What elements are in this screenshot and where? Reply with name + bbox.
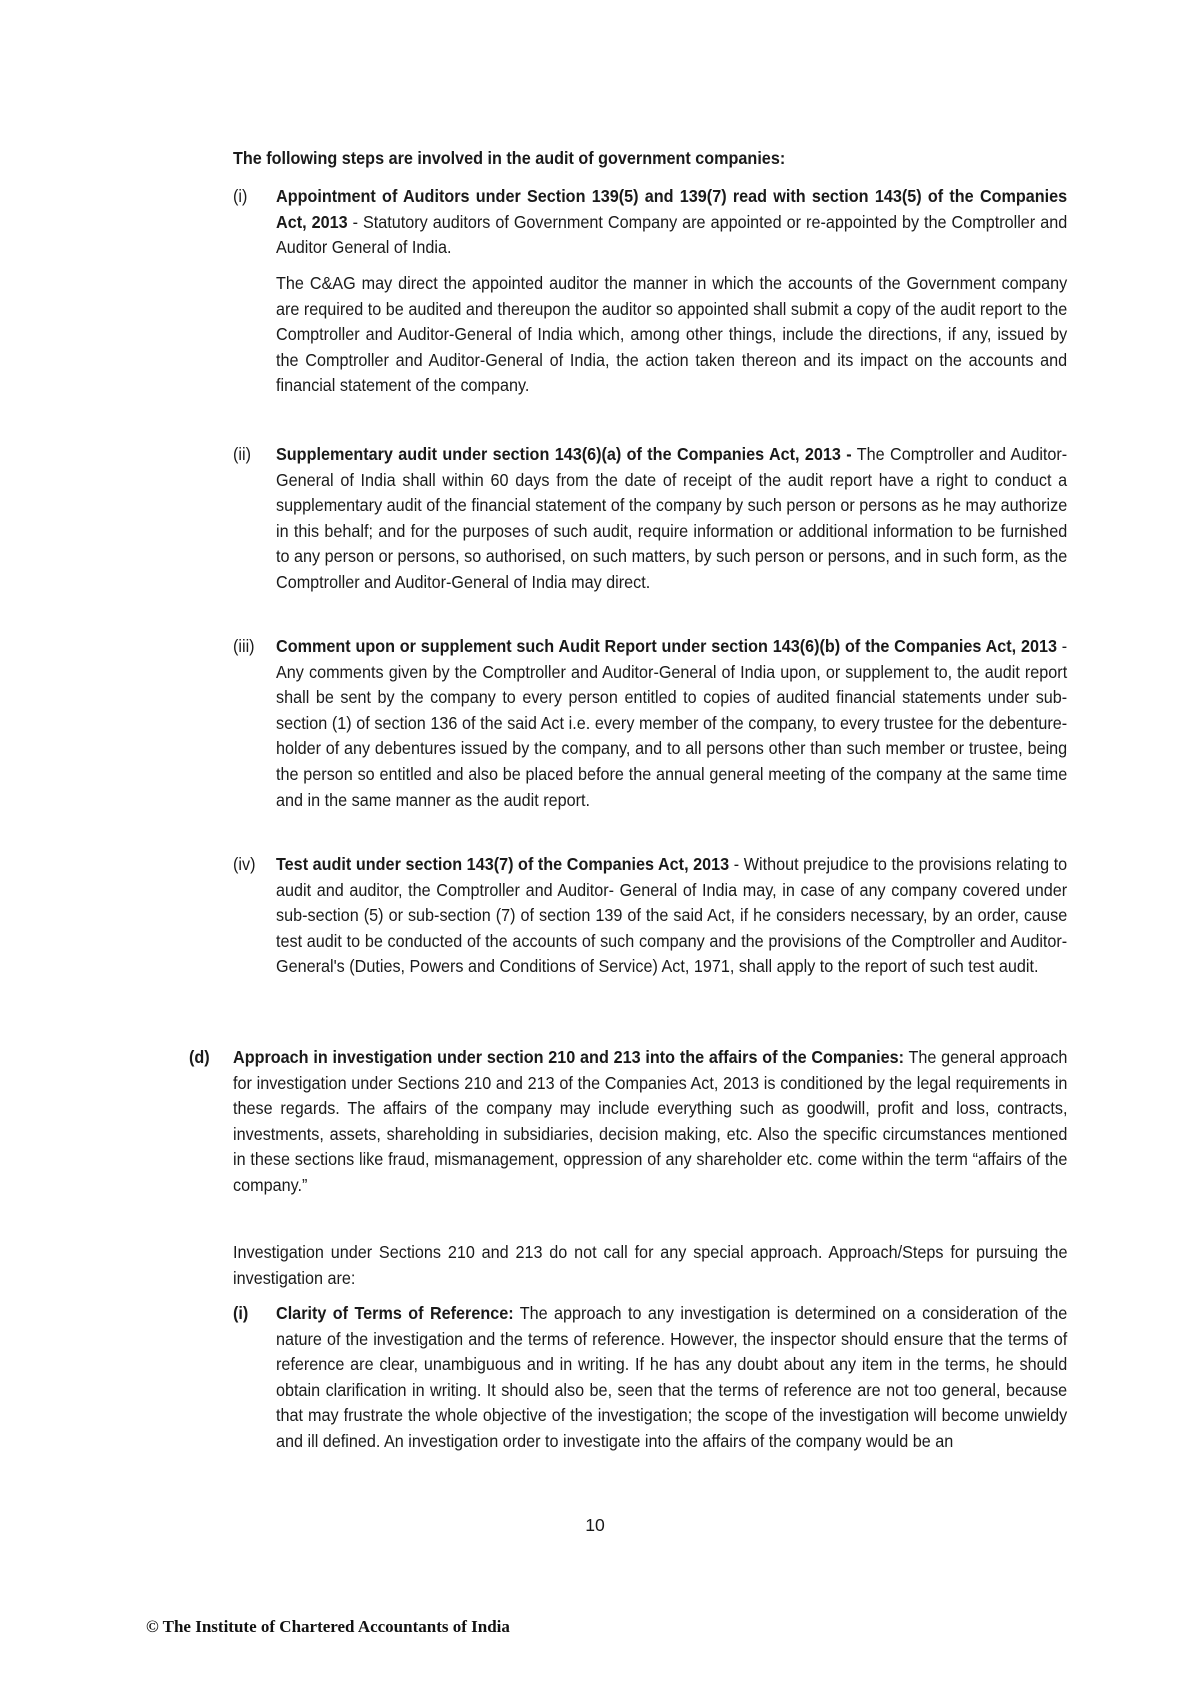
step-3-body: - Any comments given by the Comptroller and Auditor-General of India upon, or supplement to, the audit report shall be sent by the company to every person entitled to copies of audited financial statements under sub-section (1) of section 136 of the said Act i.e. every member of the company, to every trustee for the debenture-holder of any debentures issued by the company, and to all persons other than such member or trustee, being the person so entitled and also be placed before the annual general meeting of the company at the same time and in the same manner as the audit report. — [276, 636, 1068, 810]
step-2-paragraph — [276, 442, 1067, 596]
step-4-number: (iv) — [233, 854, 256, 874]
step-3-title: Comment upon or supplement such Audit Report under section 143(6)(b) of the Companies Act, 2013 — [276, 636, 1057, 656]
section-d-body: The general approach for investigation under Sections 210 and 213 of the Companies Act, 2013 is conditioned by the legal requirements in these regards. The affairs of the company may include everything such as goodwill, profit and loss, contracts, investments, assets, shareholding in subsidiaries, decision making, etc. Also the specific circumstances mentioned in these sections like fraud, mismanagement, oppression of any shareholder etc. come within the term “affairs of the company.” — [233, 1047, 1068, 1195]
step-3-number: (iii) — [233, 636, 255, 656]
step-1-paragraph — [276, 184, 1067, 261]
step-2-body: The Comptroller and Auditor-General of India shall within 60 days from the date of receipt of the audit report have a right to conduct a supplementary audit of the financial statement of the company by such person or persons as he may authorize in this behalf; and for the purposes of such audit, require information or additional information to be furnished to any person or persons, so authorised, on such matters, by such person or persons, and in such form, as the Comptroller and Auditor-General of India may direct. — [276, 444, 1068, 592]
step-4-title: Test audit under section 143(7) of the Companies Act, 2013 — [276, 854, 730, 874]
step-1-paragraph-2: The C&AG may direct the appointed auditor the manner in which the accounts of the Government company are required to be audited and thereupon the auditor so appointed shall submit a copy of the audit report to the Comptroller and Auditor-General of India which, among other things, include the directions, if any, issued by the Comptroller and Auditor-General of India, the action taken thereon and its impact on the accounts and financial statement of the company. — [276, 273, 1068, 396]
step-2-number: (ii) — [233, 444, 251, 464]
section-d-paragraph — [233, 1045, 1067, 1199]
step-2-title: Supplementary audit under section 143(6)(a) of the Companies Act, 2013 - — [276, 444, 852, 464]
step-1-title: Appointment of Auditors under Section 139(5) and 139(7) read with section 143(5) of the Companies Act, 2013 — [276, 186, 1068, 232]
section-d-sub-body: The approach to any investigation is determined on a consideration of the nature of the investigation and the terms of reference. However, the inspector should ensure that the terms of reference are clear, unambiguous and in writing. If he has any doubt about any item in the terms, he should obtain clarification in writing. It should also be, seen that the terms of reference are not too general, because that may frustrate the whole objective of the investigation; the scope of the investigation will become unwieldy and ill defined. An investigation order to investigate into the affairs of the company would be an — [276, 1303, 1068, 1451]
section-d-sub-paragraph — [276, 1301, 1067, 1455]
intro-heading: The following steps are involved in the audit of government companies: — [233, 148, 786, 168]
section-d-sub-number: (i) — [233, 1303, 249, 1323]
section-d-number: (d) — [189, 1047, 210, 1067]
section-d-title: Approach in investigation under section 210 and 213 into the affairs of the Companies: — [233, 1047, 904, 1067]
step-1-body: - Statutory auditors of Government Company are appointed or re-appointed by the Comptroller and Auditor General of India. — [276, 211, 1068, 258]
page-number: 10 — [585, 1515, 605, 1535]
step-3-paragraph — [276, 634, 1067, 813]
footer-copyright: © The Institute of Chartered Accountants of India — [146, 1617, 510, 1636]
step-1-number: (i) — [233, 186, 248, 206]
step-4-paragraph — [276, 852, 1067, 980]
section-d-sub-title: Clarity of Terms of Reference: — [276, 1303, 514, 1323]
section-d-paragraph-2: Investigation under Sections 210 and 213 do not call for any special approach. Approach/Steps for pursuing the investigation are: — [233, 1242, 1068, 1288]
step-4-body: - Without prejudice to the provisions relating to audit and auditor, the Comptroller and Auditor- General of India may, in case of any company covered under sub-section (5) or sub-section (7) of section 139 of the said Act, if he considers necessary, by an order, cause test audit to be conducted of the accounts of such company and the provisions of the Comptroller and Auditor-General's (Duties, Powers and Conditions of Service) Act, 1971, shall apply to the report of such test audit. — [276, 854, 1068, 977]
